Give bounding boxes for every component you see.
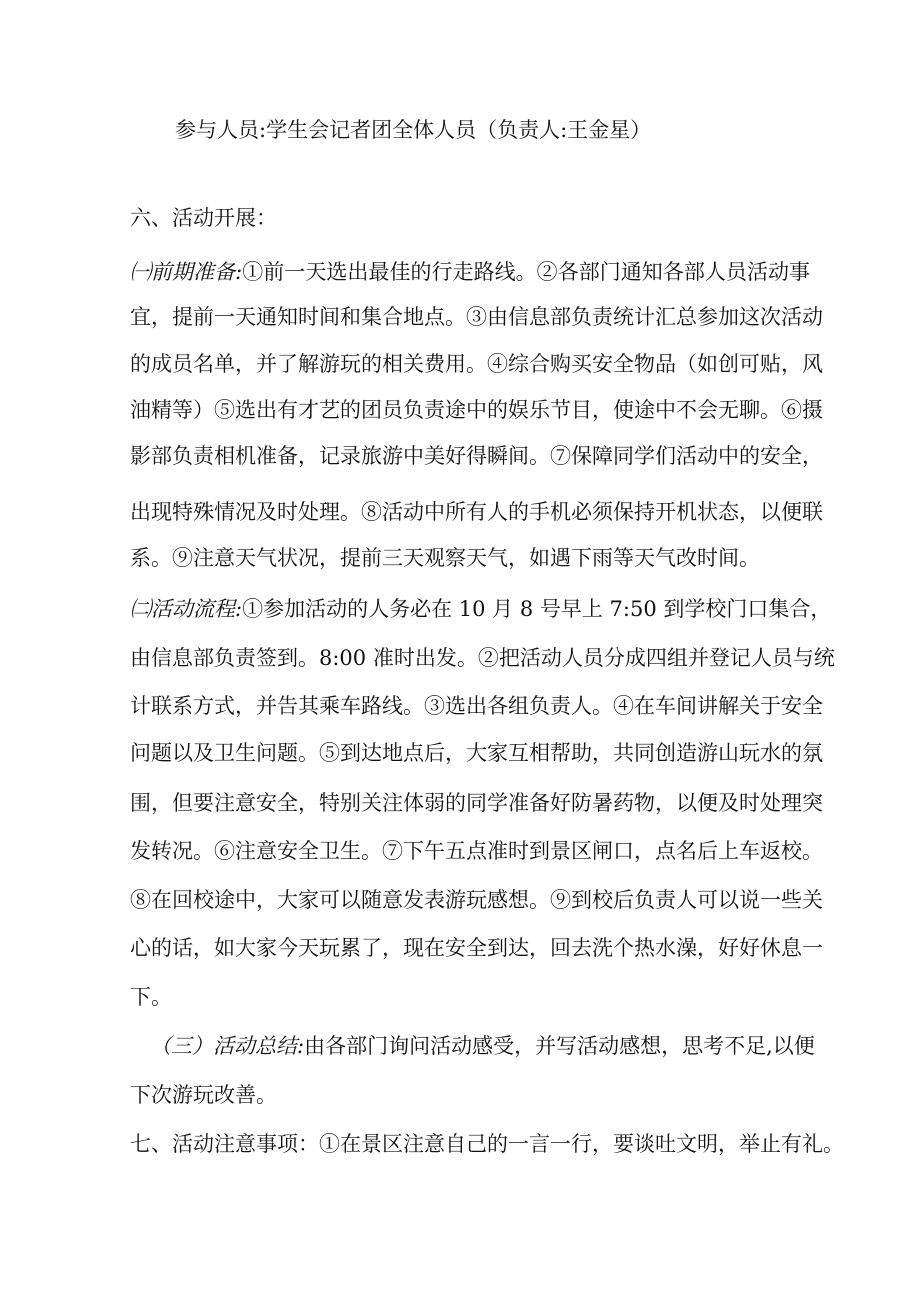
flow-line-3: 计联系方式，并告其乘车路线。③选出各组负责人。④在车间讲解关于安全 — [130, 694, 823, 718]
prep-line-4: 油精等）⑤选出有才艺的团员负责途中的娱乐节目，使途中不会无聊。⑥摄 — [130, 398, 823, 422]
summary-text-1: 由各部门询问活动感受，并写活动感想，思考不足,以便 — [304, 1034, 815, 1058]
flow-line-2: 由信息部负责签到。8:00 准时出发。②把活动人员分成四组并登记人员与统 — [130, 646, 835, 670]
summary-line-2: 下次游玩改善。 — [130, 1083, 277, 1107]
prep-line-7: 系。⑨注意天气状况，提前三天观察天气，如遇下雨等天气改时间。 — [130, 546, 760, 570]
flow-line-9: 下。 — [130, 985, 172, 1009]
prep-line-5: 影部负责相机准备，记录旅游中美好得瞬间。⑦保障同学们活动中的安全， — [130, 444, 823, 468]
prep-line-1 — [130, 255, 810, 289]
flow-line-4: 问题以及卫生问题。⑤到达地点后，大家互相帮助，共同创造游山玩水的氛 — [130, 741, 823, 765]
flow-line-7: ⑧在回校途中，大家可以随意发表游玩感想。⑨到校后负责人可以说一些关 — [130, 888, 823, 912]
summary-line-1 — [150, 1029, 815, 1063]
flow-label: ㈡活动流程: — [130, 597, 243, 621]
section-heading-notes: 七、活动注意事项：①在景区注意自己的一言一行，要谈吐文明，举止有礼。 — [130, 1132, 844, 1156]
prep-text-1: ①前一天选出最佳的行走路线。②各部门通知各部人员活动事 — [242, 260, 811, 284]
flow-text-1: ①参加活动的人务必在 10 月 8 号早上 7:50 到学校门口集合， — [242, 597, 832, 621]
flow-line-5: 围，但要注意安全，特别关注体弱的同学准备好防暑药物，以便及时处理突 — [130, 791, 823, 815]
flow-line-6: 发转况。⑥注意安全卫生。⑦下午五点准时到景区闸口，点名后上车返校。 — [130, 839, 823, 863]
flow-line-8: 心的话，如大家今天玩累了，现在安全到达，回去洗个热水澡，好好休息一 — [130, 936, 823, 960]
section-heading-activity: 六、活动开展： — [130, 206, 277, 230]
prep-label: ㈠前期准备: — [130, 260, 243, 284]
prep-line-2: 宜，提前一天通知时间和集合地点。③由信息部负责统计汇总参加这次活动 — [130, 305, 823, 329]
prep-line-3: 的成员名单，并了解游玩的相关费用。④综合购买安全物品（如创可贴，风 — [130, 352, 823, 376]
summary-label: （三）活动总结: — [150, 1034, 305, 1058]
participants-line: 参与人员:学生会记者团全体人员（负责人:王金星） — [175, 118, 652, 142]
flow-line-1 — [130, 592, 832, 626]
prep-line-6: 出现特殊情况及时处理。⑧活动中所有人的手机必须保持开机状态，以便联 — [130, 500, 823, 524]
